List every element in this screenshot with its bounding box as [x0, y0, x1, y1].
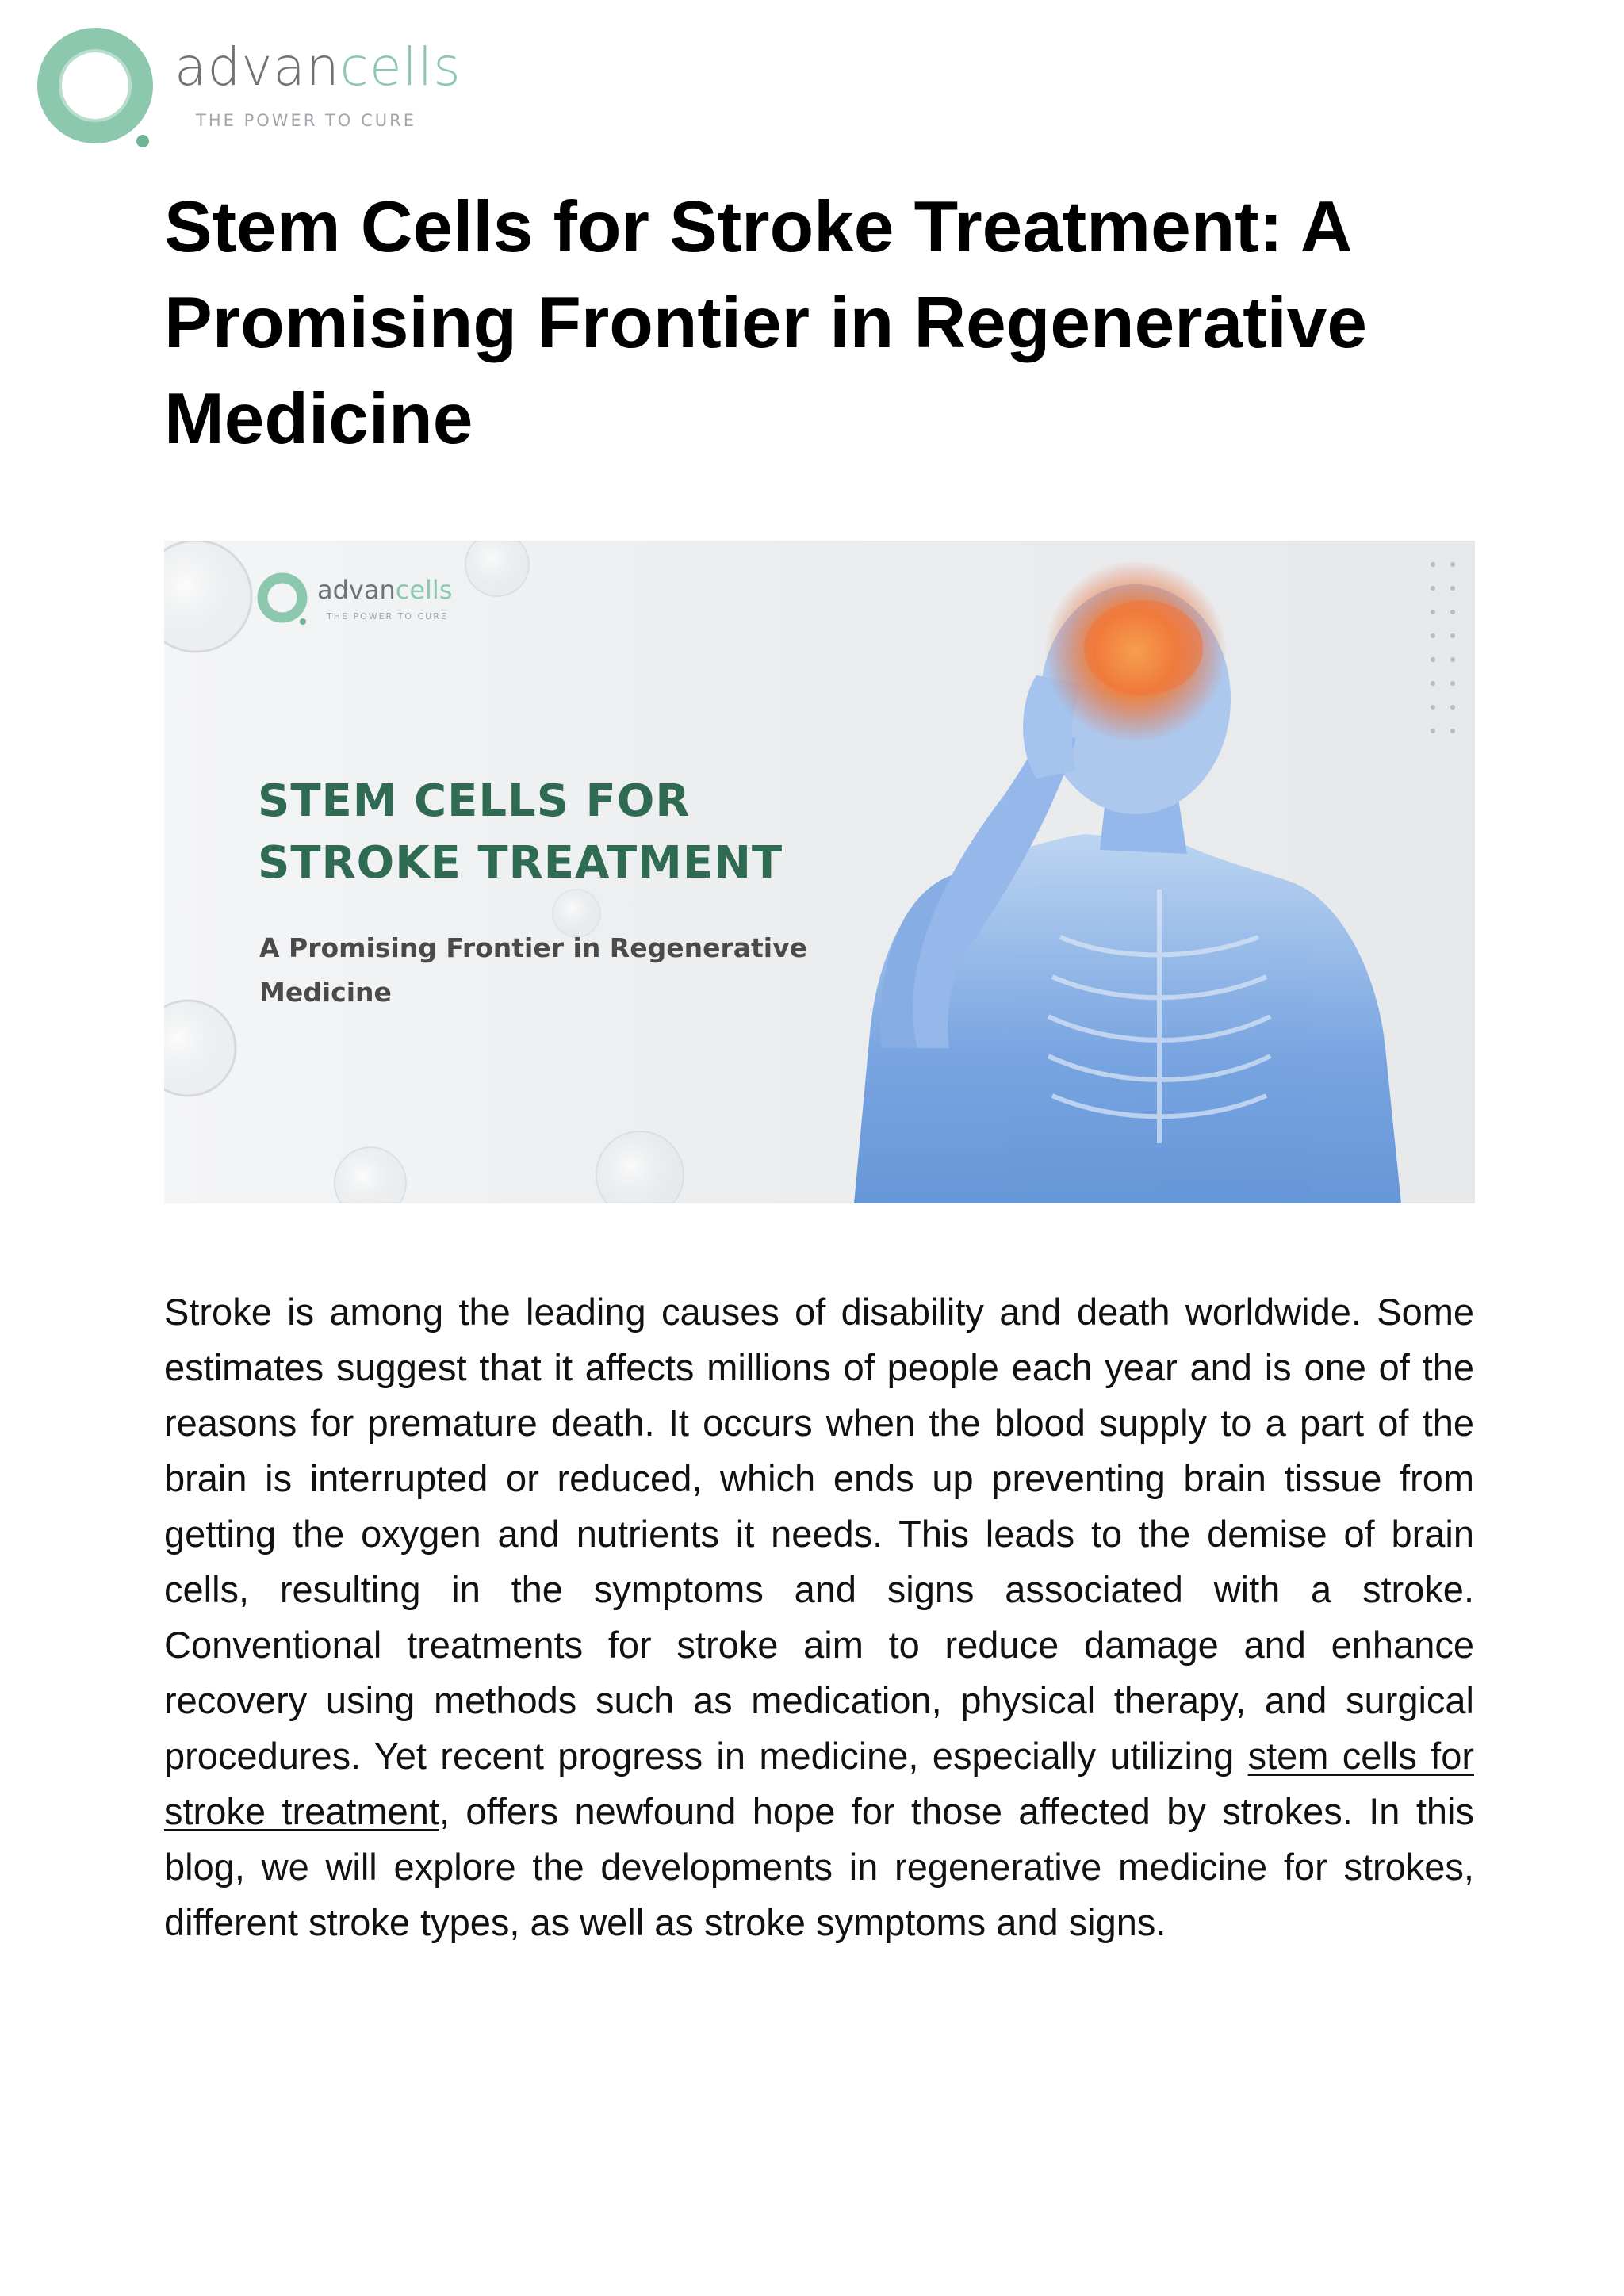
hero-logo-tagline: THE POWER TO CURE — [327, 611, 448, 622]
dot-grid — [1431, 562, 1455, 733]
intro-text-before-link: Stroke is among the leading causes of disability and death worldwide. Some estimates suggest that it affects millions of people each year and is one of the reasons for premature death. It occurs when the blood supply to a part of the brain is interrupted or reduced, which ends up preventing brain tissue from getting the oxygen and nutrients it needs. This leads to the demise of brain cells, resulting in the symptoms and signs associated with a stroke. Conventional treatments for stroke aim to reduce damage and enhance recovery using methods such as medication, physical therapy, and surgical procedures. Yet recent progress in medicine, especially utilizing — [164, 1291, 1474, 1777]
logo-word-highlight: cells — [339, 36, 462, 98]
brand-logo[interactable] — [33, 24, 477, 151]
logo-word-main: advan — [174, 36, 340, 98]
logo-tagline: THE POWER TO CURE — [196, 111, 416, 130]
hero-logo-word-main: advan — [317, 575, 396, 605]
hero-subheadline: A Promising Frontier in Regenerative Medicine — [259, 932, 808, 1008]
advancells-logo-icon — [255, 571, 311, 626]
hero-logo-word-highlight: cells — [395, 575, 453, 605]
human-figure — [854, 561, 1401, 1203]
page-title: Stem Cells for Stroke Treatment: A Promising Frontier in Regenerative Medicine — [164, 187, 1368, 459]
hero-logo-wordmark — [317, 577, 452, 603]
intro-text-after-link: , offers newfound hope for those affected by strokes. In this blog, we will explore the developments in regenerative medicine for strokes, different stroke types, as well as stroke symptoms and signs. — [164, 1790, 1474, 1943]
logo-wordmark — [174, 36, 462, 98]
stem-cells-stroke-link[interactable]: stem cells for stroke treatment — [164, 1735, 1474, 1832]
hero-banner-image — [164, 541, 1475, 1203]
intro-paragraph — [164, 1284, 1474, 1950]
hero-headline: STEM CELLS FOR STROKE TREATMENT — [258, 775, 783, 889]
advancells-logo-icon — [33, 24, 160, 151]
hero-logo — [255, 571, 493, 634]
